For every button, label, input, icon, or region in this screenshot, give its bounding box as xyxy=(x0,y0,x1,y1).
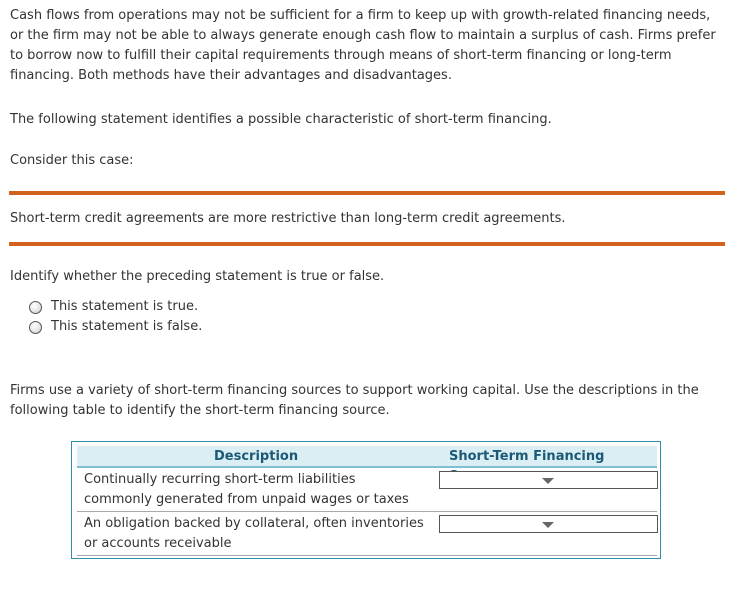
table-header xyxy=(77,446,657,468)
question-prompt: Identify whether the preceding statement is true or false. xyxy=(10,269,385,284)
option-label: This statement is false. xyxy=(51,319,203,334)
row-description: An obligation backed by collateral, often inventories or accounts receivable xyxy=(84,516,424,551)
source-dropdown[interactable] xyxy=(439,515,658,533)
consider-label: Consider this case: xyxy=(10,153,134,168)
table-row xyxy=(77,468,657,512)
radio-button-icon[interactable] xyxy=(29,321,42,334)
row-description: Continually recurring short-term liabilities commonly generated from unpaid wages or taxes xyxy=(84,472,409,507)
column-header-source: Short-Term Financing xyxy=(449,449,605,464)
option-label: This statement is true. xyxy=(51,299,199,314)
chevron-down-icon xyxy=(542,522,554,528)
case-statement: Short-term credit agreements are more restrictive than long-term credit agreements. xyxy=(10,211,566,226)
column-header-description: Description xyxy=(214,449,299,464)
case-divider-bottom xyxy=(9,242,725,246)
statement-intro: The following statement identifies a possible characteristic of short-term financing. xyxy=(10,112,552,127)
case-divider-top xyxy=(9,191,725,195)
option-false[interactable] xyxy=(29,317,202,337)
financing-source-table xyxy=(71,441,661,559)
financing-sources-paragraph: Firms use a variety of short-term financing sources to support working capital. Use the descriptions in the following table to identify the short-term financing source. xyxy=(10,383,699,418)
radio-button-icon[interactable] xyxy=(29,301,42,314)
option-true[interactable] xyxy=(29,297,202,317)
table-row xyxy=(77,512,657,556)
source-dropdown[interactable] xyxy=(439,471,658,489)
true-false-options xyxy=(29,297,202,337)
intro-paragraph: Cash flows from operations may not be sufficient for a firm to keep up with growth-related financing needs, or the firm may not be able to always generate enough cash flow to maintain a surplus of cash. Firms prefer to borrow now to fulfill their capital requirements through means of short-term financing or long-term financing. Both methods have their advantages and disadvantages. xyxy=(10,8,716,83)
chevron-down-icon xyxy=(542,478,554,484)
